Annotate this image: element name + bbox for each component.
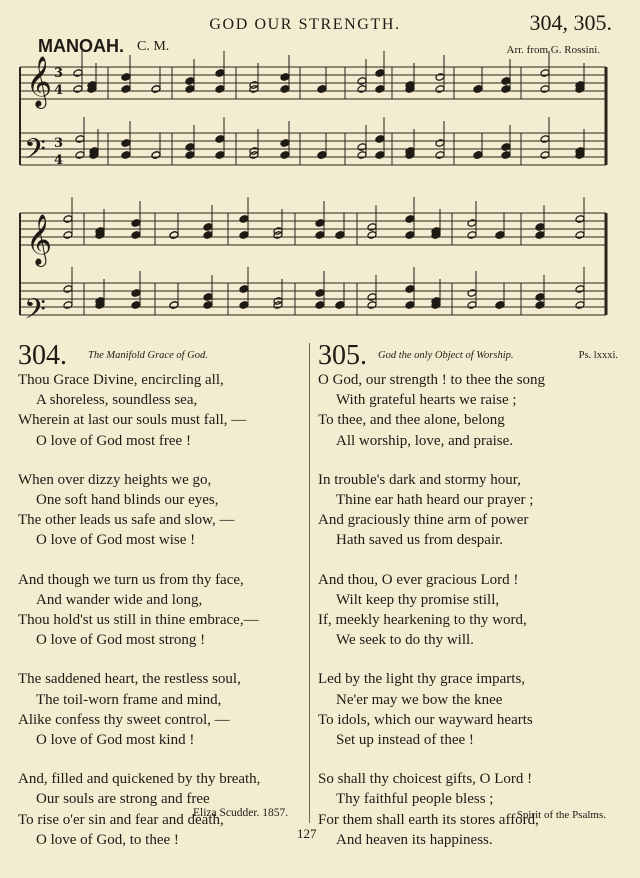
- note-head: [317, 151, 327, 160]
- verse-line: Alike confess thy sweet control, —: [18, 711, 230, 728]
- note-head: [435, 151, 445, 160]
- note-head: [405, 231, 415, 240]
- note-head: [435, 85, 445, 94]
- verse-line: Wilt keep thy promise still,: [336, 591, 500, 608]
- note-head: [375, 69, 385, 78]
- verse-line: And though we turn us from thy face,: [18, 571, 244, 588]
- note-head: [131, 289, 141, 298]
- note-head: [73, 85, 83, 94]
- note-head: [121, 139, 131, 148]
- verse-line: Set up instead of thee !: [336, 732, 474, 749]
- note-head: [121, 73, 131, 82]
- arranger-credit: Arr. from G. Rossini.: [506, 44, 600, 56]
- note-head: [467, 219, 477, 228]
- note-head: [169, 231, 179, 240]
- stanza: [318, 370, 618, 451]
- verse-line: To rise o'er sin and fear and death,: [18, 811, 224, 828]
- note-head: [185, 151, 195, 160]
- hymn-304-heading: [18, 342, 308, 370]
- note-head: [315, 219, 325, 228]
- stanza-gap: [318, 551, 618, 570]
- note-head: [315, 289, 325, 298]
- note-head: [75, 151, 85, 160]
- note-head: [215, 135, 225, 144]
- hymn-305-source: Spirit of the Psalms.: [516, 809, 606, 821]
- note-head: [535, 293, 545, 302]
- note-head: [495, 231, 505, 240]
- verse-line: And, filled and quickened by thy breath,: [18, 771, 261, 788]
- staff-lines: [20, 67, 606, 315]
- time-signature: [54, 66, 63, 168]
- note-head: [121, 151, 131, 160]
- running-title: GOD OUR STRENGTH.: [209, 16, 401, 33]
- verse-line: So shall thy choicest gifts, O Lord !: [318, 771, 533, 788]
- note-head: [357, 151, 367, 160]
- note-head: [239, 285, 249, 294]
- verse-line: O love of God most kind !: [36, 732, 195, 749]
- hymn-304: [18, 342, 308, 850]
- note-head: [121, 85, 131, 94]
- note-head: [280, 85, 290, 94]
- stanza: [18, 470, 308, 551]
- stanza: [318, 570, 618, 651]
- verse-line: A shoreless, soundless sea,: [36, 392, 198, 409]
- stanza-gap: [18, 750, 308, 769]
- note-head: [151, 151, 161, 160]
- note-head: [357, 77, 367, 86]
- stanza-gap: [318, 650, 618, 669]
- note-head: [535, 231, 545, 240]
- note-head: [215, 85, 225, 94]
- time-sig-top-treble: 3: [54, 66, 64, 81]
- note-head: [540, 69, 550, 78]
- time-sig-top-bass: 3: [54, 136, 64, 151]
- stanza-gap: [18, 650, 308, 669]
- hymn-305-subtitle: God the only Object of Worship.: [378, 350, 514, 361]
- note-head: [540, 151, 550, 160]
- note-head: [535, 223, 545, 232]
- note-head: [280, 139, 290, 148]
- note-head: [367, 231, 377, 240]
- note-head: [203, 301, 213, 310]
- note-head: [375, 135, 385, 144]
- column-divider: [309, 343, 310, 823]
- hymn-305-heading: [318, 342, 618, 370]
- note-head: [203, 293, 213, 302]
- verse-line: The toil-worn frame and mind,: [36, 691, 222, 708]
- note-head: [535, 301, 545, 310]
- note-head: [335, 301, 345, 310]
- verse-line: Thine ear hath heard our prayer ;: [336, 492, 534, 509]
- hymn-304-stanzas: [18, 370, 308, 850]
- note-head: [501, 143, 511, 152]
- verse-line: Thou Grace Divine, encircling all,: [18, 372, 224, 388]
- note-head: [405, 301, 415, 310]
- verse-line: O love of God most free !: [36, 432, 191, 449]
- verse-line: Thou hold'st us still in thine embrace,—: [18, 612, 259, 629]
- verse-line: And wander wide and long,: [36, 591, 203, 608]
- note-head: [357, 143, 367, 152]
- verse-line: The saddened heart, the restless soul,: [18, 671, 241, 688]
- bass-clef-icon: 𝄢: [24, 133, 46, 173]
- note-head: [467, 231, 477, 240]
- note-head: [501, 151, 511, 160]
- note-head: [575, 231, 585, 240]
- note-head: [540, 135, 550, 144]
- stanza-gap: [318, 451, 618, 470]
- hymn-305: [318, 342, 618, 850]
- stanza-gap: [18, 551, 308, 570]
- note-head: [315, 231, 325, 240]
- note-head: [575, 285, 585, 294]
- verse-line: Hath saved us from despair.: [336, 532, 504, 549]
- note-head: [131, 301, 141, 310]
- note-head: [185, 143, 195, 152]
- note-head: [169, 301, 179, 310]
- hymn-numbers: 304, 305.: [529, 10, 612, 35]
- note-head: [367, 223, 377, 232]
- stanza: [318, 669, 618, 750]
- note-head: [63, 285, 73, 294]
- verse-line: O love of God, to thee !: [36, 831, 179, 848]
- verse-line: The other leads us safe and slow, —: [18, 512, 235, 529]
- verse-line: One soft hand blinds our eyes,: [36, 492, 219, 509]
- hymn-304-number: 304.: [18, 340, 67, 371]
- hymn-305-number: 305.: [318, 340, 367, 371]
- verse-line: If, meekly hearkening to thy word,: [318, 612, 527, 629]
- time-sig-bottom-treble: 4: [54, 83, 64, 98]
- note-head: [151, 85, 161, 94]
- music-score: [0, 0, 640, 340]
- note-head: [315, 301, 325, 310]
- verse-line: And heaven its happiness.: [336, 831, 493, 848]
- note-head: [495, 301, 505, 310]
- verse-line: To thee, and thee alone, belong: [318, 412, 505, 429]
- verse-line: And graciously thine arm of power: [318, 512, 529, 529]
- note-head: [473, 85, 483, 94]
- note-head: [75, 135, 85, 144]
- note-head: [501, 85, 511, 94]
- note-head: [215, 151, 225, 160]
- stanza-gap: [318, 750, 618, 769]
- note-head: [131, 219, 141, 228]
- verse-line: Ne'er may we bow the knee: [336, 691, 503, 708]
- verse-line: All worship, love, and praise.: [336, 432, 514, 449]
- verse-line: To idols, which our wayward hearts: [318, 711, 533, 728]
- notes: [63, 51, 585, 309]
- treble-clef-icon: 𝄞: [26, 56, 53, 107]
- note-head: [575, 215, 585, 224]
- note-head: [540, 85, 550, 94]
- verse-line: Wherein at last our souls must fall, —: [18, 412, 247, 429]
- verse-line: We seek to do thy will.: [336, 632, 474, 649]
- stanza: [18, 370, 308, 451]
- stanza: [318, 470, 618, 551]
- verse-line: In trouble's dark and stormy hour,: [318, 471, 521, 488]
- hymn-304-author: Eliza Scudder. 1857.: [193, 807, 289, 819]
- verse-line: O love of God most strong !: [36, 632, 206, 649]
- bass-clef-icon-2: 𝄢: [24, 293, 46, 333]
- note-head: [375, 85, 385, 94]
- note-head: [215, 69, 225, 78]
- note-head: [63, 231, 73, 240]
- note-head: [73, 69, 83, 78]
- tune-name: MANOAH.: [38, 36, 124, 56]
- verse-line: And thou, O ever gracious Lord !: [318, 571, 519, 588]
- note-head: [63, 215, 73, 224]
- note-head: [435, 139, 445, 148]
- treble-clef-icon-2: 𝄞: [26, 214, 53, 265]
- verse-line: With grateful hearts we raise ;: [336, 392, 517, 409]
- hymn-304-subtitle: The Manifold Grace of God.: [88, 350, 208, 361]
- time-sig-bottom-bass: 4: [54, 153, 64, 168]
- stanza: [18, 669, 308, 750]
- note-head: [239, 301, 249, 310]
- note-head: [405, 285, 415, 294]
- note-head: [185, 85, 195, 94]
- page-number: 127: [297, 826, 317, 841]
- note-head: [239, 215, 249, 224]
- hymn-305-scripture-ref: Ps. lxxxi.: [578, 350, 618, 361]
- note-head: [501, 77, 511, 86]
- verse-line: For them shall earth its stores afford,: [318, 811, 539, 828]
- note-head: [185, 77, 195, 86]
- note-head: [203, 223, 213, 232]
- note-head: [367, 301, 377, 310]
- note-head: [335, 231, 345, 240]
- note-head: [280, 73, 290, 82]
- note-head: [131, 231, 141, 240]
- note-head: [203, 231, 213, 240]
- note-head: [280, 151, 290, 160]
- note-head: [357, 85, 367, 94]
- note-head: [575, 301, 585, 310]
- note-head: [239, 231, 249, 240]
- verse-line: Led by the light thy grace imparts,: [318, 671, 526, 688]
- hymn-305-stanzas: [318, 370, 618, 850]
- note-head: [317, 85, 327, 94]
- verse-line: Our souls are strong and free: [36, 791, 210, 808]
- stanza-gap: [18, 451, 308, 470]
- verse-line: O love of God most wise !: [36, 532, 196, 549]
- verse-line: When over dizzy heights we go,: [18, 471, 212, 488]
- note-head: [375, 151, 385, 160]
- verse-line: O God, our strength ! to thee the song: [318, 372, 546, 388]
- note-head: [63, 301, 73, 310]
- meter: C. M.: [137, 39, 170, 54]
- note-head: [405, 215, 415, 224]
- note-head: [473, 151, 483, 160]
- note-head: [367, 293, 377, 302]
- bar-lines: [20, 67, 606, 315]
- note-head: [467, 301, 477, 310]
- verse-line: Thy faithful people bless ;: [336, 791, 494, 808]
- note-head: [435, 73, 445, 82]
- note-head: [467, 289, 477, 298]
- stanza: [18, 570, 308, 651]
